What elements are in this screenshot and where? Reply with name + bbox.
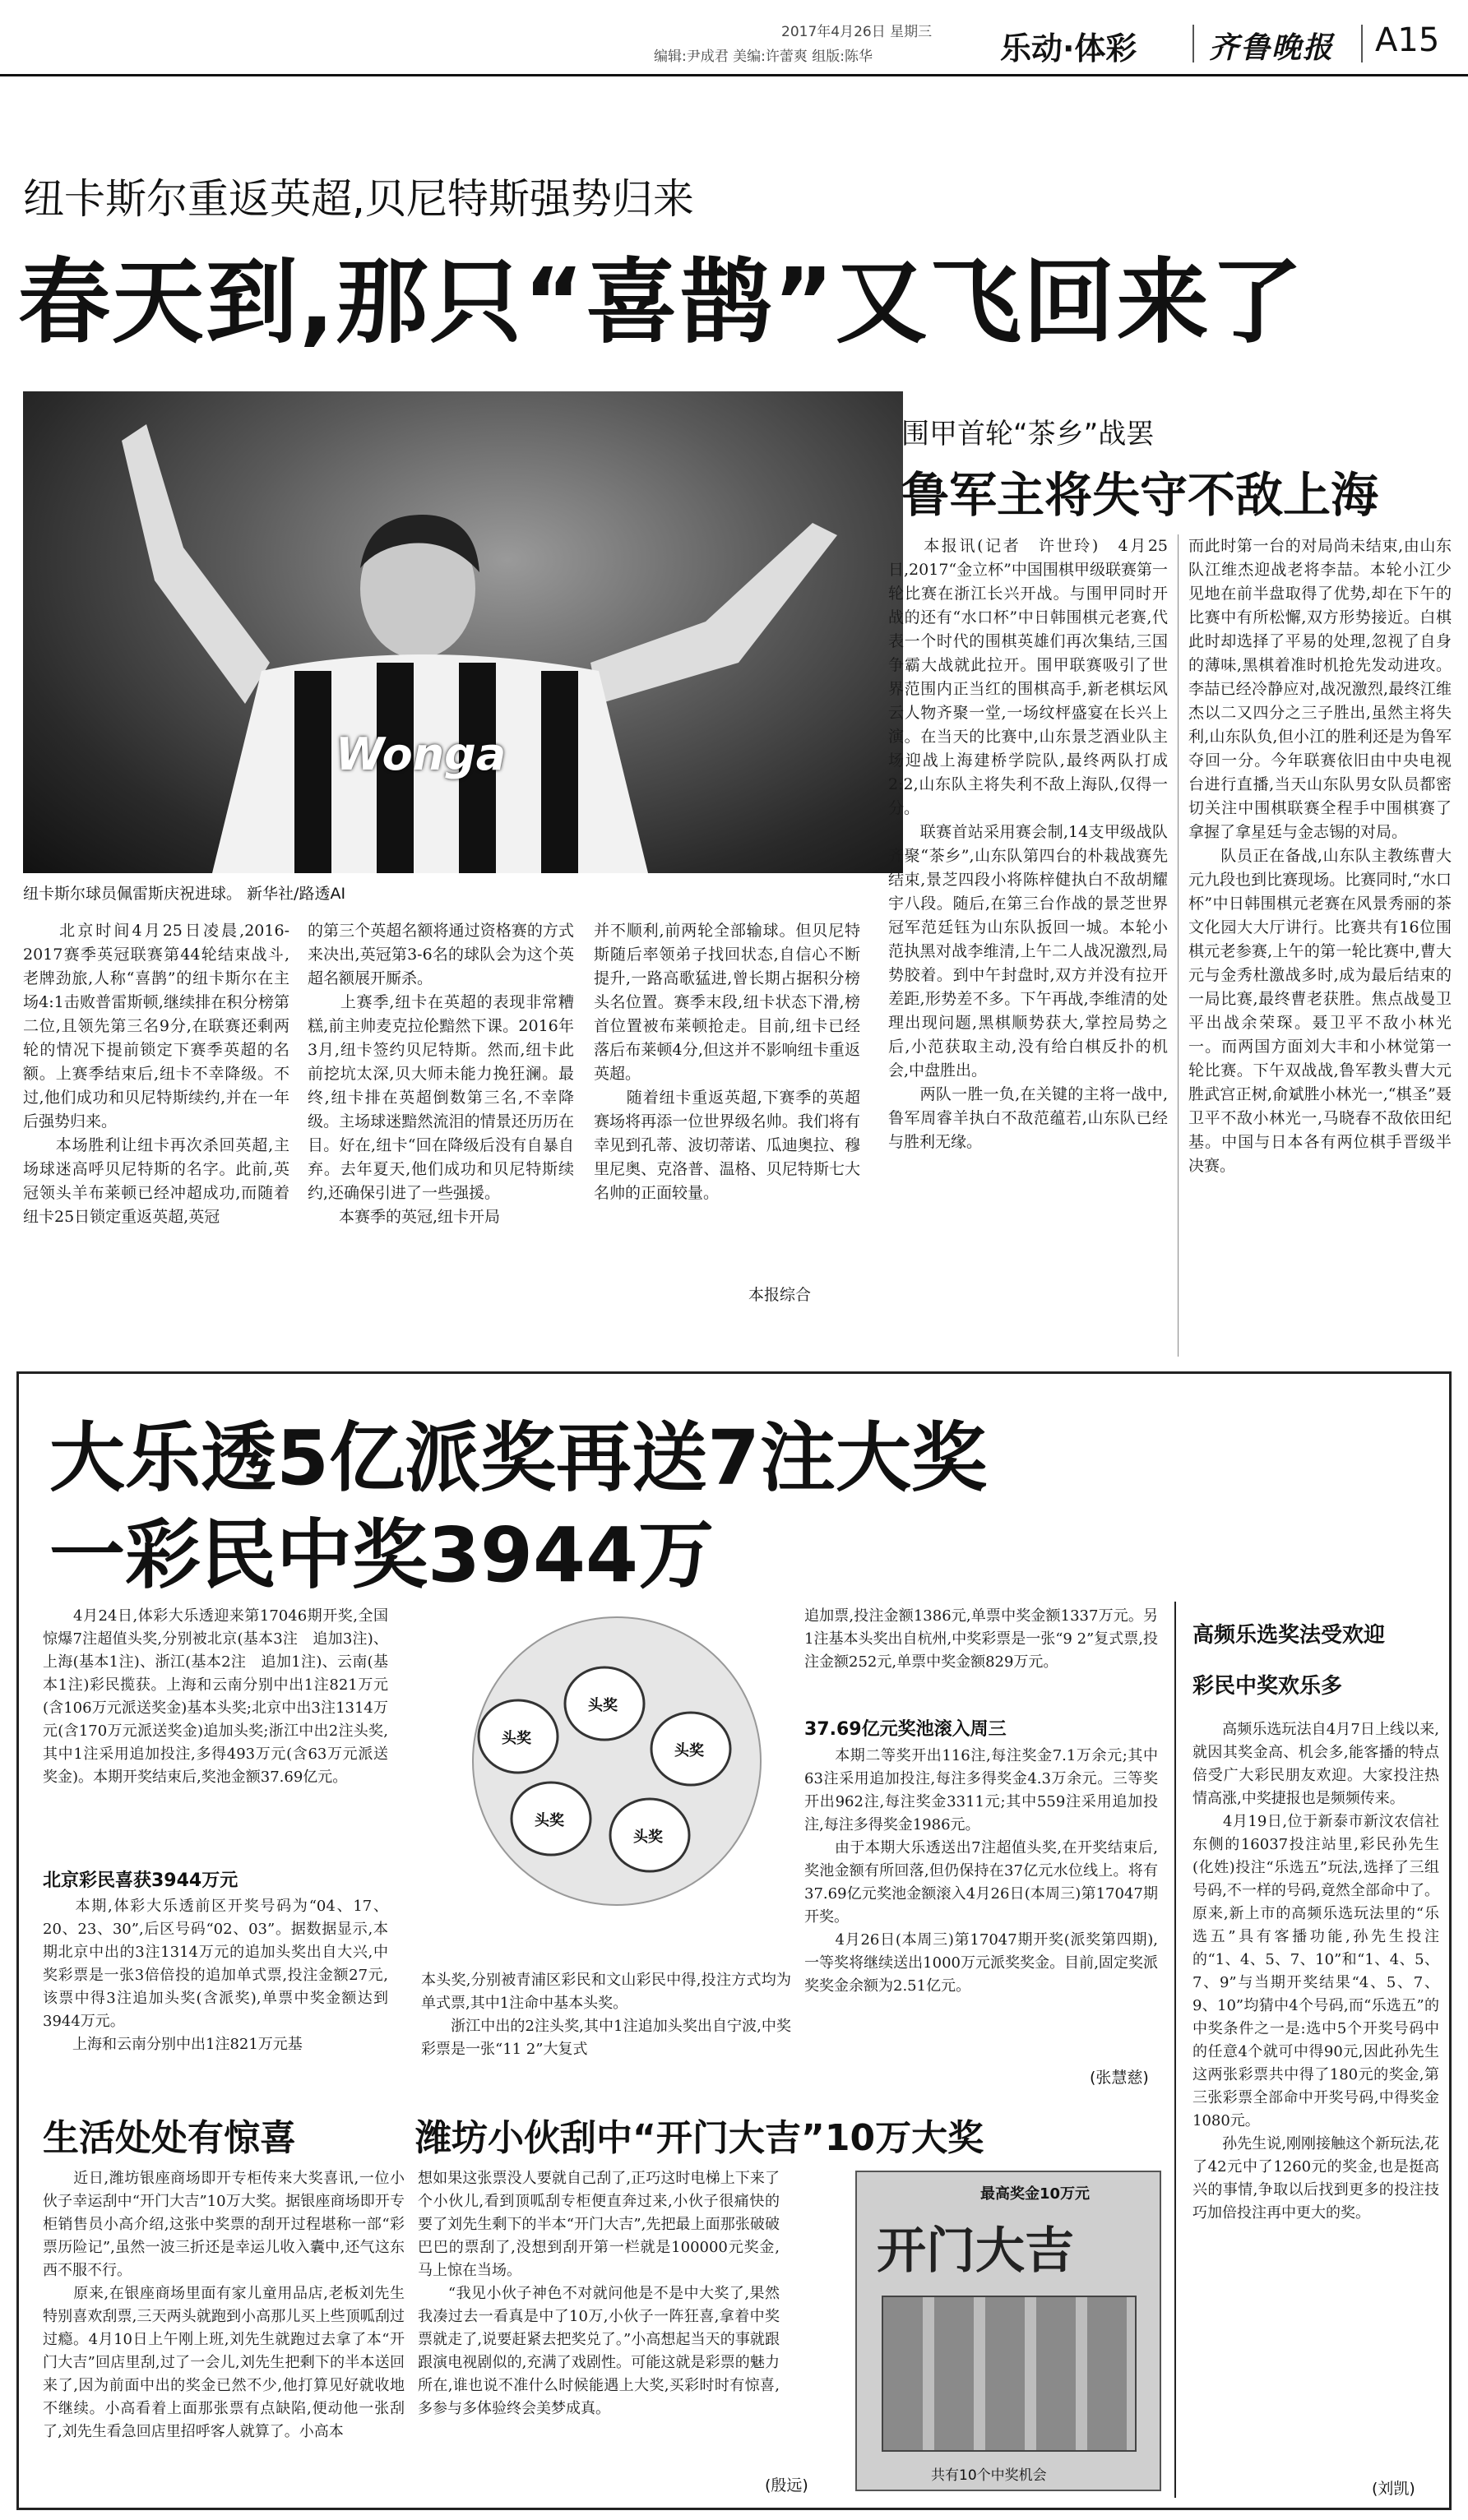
divider bbox=[1192, 25, 1194, 62]
shirt-sponsor: Wonga bbox=[336, 728, 507, 780]
stripe bbox=[294, 671, 331, 873]
lottery-sub1: 北京彩民喜获3944万元 bbox=[43, 1870, 238, 1891]
lottery-byline: (张慧慈) bbox=[1090, 2069, 1149, 2087]
lottery-sub2: 37.69亿元奖池滚入周三 bbox=[804, 1719, 1007, 1740]
sidebar-rule bbox=[1174, 1602, 1176, 2498]
lottery-col3b: 本期二等奖开出116注,每注奖金7.1万余元;其中63注采用追加投注,每注多得奖金4.3万余元。三等奖开出962注,每注奖金3311元;其中559注采用追加投注,每注多得奖金1986元。 由于本期大乐透送出7注超值头奖,在开奖结束后,奖池金额有所回落,但仍保持在37亿元水位线上。将有37.69亿元奖池金额滚入4月26日(本周三)第17047期开奖。 4月26日(本周三)第17047期开奖(派奖第四期),一等奖将继续送出1000万元派奖奖金。目前,固定奖派奖奖金余额为2.51亿元。 bbox=[804, 1747, 1158, 1995]
header-rule bbox=[0, 74, 1468, 76]
divider bbox=[1361, 25, 1363, 62]
money-bags-illustration bbox=[428, 1613, 790, 1926]
lottery-headline-1: 大乐透5亿派奖再送7注大奖 bbox=[49, 1414, 988, 1502]
section-title: 乐动·体彩 bbox=[1000, 30, 1137, 67]
story2-headline: 鲁军主将失守不敌上海 bbox=[901, 467, 1379, 523]
lottery-col3a: 追加票,投注金额1386元,单票中奖金额1337万元。另1注基本头奖出自杭州,中奖彩票是一张“9 2”复式票,投注金额252元,单票中奖金额829万元。 bbox=[804, 1607, 1158, 1671]
scratch-ticket bbox=[855, 2171, 1161, 2491]
date-line: 2017年4月26日 星期三 bbox=[781, 24, 933, 40]
lottery-col1b: 本期,体彩大乐透前区开奖号码为“04、17、20、23、30”,后区号码“02、03”。据数据显示,本期北京中出的3注1314万元的追加头奖出自大兴,中奖彩票是一张3倍倍投的追加单式票,投注金额27元,该票中得3注追加头奖(含派奖),单票中奖金额达到3944万元。 上海和云南分别中出1注821万元基 bbox=[43, 1898, 388, 2053]
bag-label: 头奖 bbox=[535, 1812, 564, 1829]
bag-label: 头奖 bbox=[502, 1730, 531, 1747]
lottery-col2b: 本头奖,分别被青浦区彩民和文山彩民中得,投注方式均为单式票,其中1注命中基本头奖。 浙江中出的2注头奖,其中1注追加头奖出自宁波,中奖彩票是一张“11 2”大复式 bbox=[421, 1972, 791, 2058]
ticket-title: 开门大吉 bbox=[877, 2222, 1074, 2280]
sidebar-byline: (刘凯) bbox=[1372, 2480, 1415, 2498]
story1-headline: 春天到,那只“喜鹊”又飞回来了 bbox=[18, 249, 1304, 356]
story1-col1: 北京时间4月25日凌晨,2016-2017赛季英冠联赛第44轮结束战斗,老牌劲旅,人称“喜鹊”的纽卡斯尔在主场4:1击败普雷斯顿,继续排在积分榜第二位,且领先第三名9分,在联赛还剩两轮的情况下提前锁定下赛季英超的名额。上赛季结束后,纽卡不幸降级。不过,他们成功和贝尼特斯续约,并在一年后强势归来。 本场胜利让纽卡再次杀回英超,主场球迷高呼贝尼特斯的名字。此前,英冠领头羊布莱顿已经冲超成功,而随着纽卡25日锁定重返英超,英冠 bbox=[23, 922, 289, 1226]
story2-col1: 本报讯(记者 许世玲) 4月25日,2017“金立杯”中国围棋甲级联赛第一轮比赛在浙江长兴开战。与围甲同时开战的还有“水口杯”中日韩围棋元老赛,代表一个时代的围棋英雄们再次集结,三国争霸大战就此拉开。围甲联赛吸引了世界范围内正当红的围棋高手,新老棋坛风云人物齐聚一堂,一场纹枰盛宴在长兴上演。在当天的比赛中,山东景芝酒业队主场迎战上海建桥学院队,最终两队打成2:2,山东队主将失利不敌上海队,仅得一分。 联赛首站采用赛会制,14支甲级战队齐聚“茶乡”,山东队第四台的朴栽战赛先结束,景芝四段小将陈梓健执白不敌胡耀宇八段。随后,在第三台作战的景芝世界冠军范廷钰为山东队扳回一城。本轮小范执黑对战李维清,上午二人战况激烈,局势胶着。到中午封盘时,双方并没有拉开差距,形势差不多。下午再战,李维清的处理出现问题,黑棋顺势获大,掌控局势之后,小范获取主动,没有给白棋反扑的机会,中盘胜出。 两队一胜一负,在关键的主将一战中,鲁军周睿羊执白不敌范蕴若,山东队已经与胜利无缘。 bbox=[888, 537, 1168, 1151]
scratch-col2: 想如果这张票没人要就自己刮了,正巧这时电梯上下来了个小伙儿,看到顶呱刮专柜便直奔过来,小伙子很痛快的要了刘先生剩下的半本“开门大吉”,先把最上面那张破破巴巴的票刮了,没想到刮开第一栏就是100000元奖金,马上惊在当场。 “我见小伙子神色不对就问他是不是中大奖了,果然我凑过去一看真是中了10万,小伙子一阵狂喜,拿着中奖票就走了,说要赶紧去把奖兑了。”小高想起当天的事就跟跟演电视剧似的,充满了戏剧性。可能这就是彩票的魅力所在,谁也说不准什么时候能遇上大奖,买彩时时有惊喜,多参与多体验终会美梦成真。 bbox=[418, 2170, 780, 2417]
lottery-col1a: 4月24日,体彩大乐透迎来第17046期开奖,全国惊爆7注超值头奖,分别被北京(基本3注 追加3注)、上海(基本1注)、浙江(基本2注 追加1注)、云南(基本1注)彩民揽获。上海和云南分别中出1注821万元(含106万元派送奖金)基本头奖;北京中出3注1314万元(含170万元派送奖金)追加头奖;浙江中出2注头奖,其中1注采用追加投注,多得493万元(含63万元派送奖金)。本期开奖结束后,奖池金额37.69亿元。 bbox=[43, 1607, 388, 1786]
story2-col2: 而此时第一台的对局尚未结束,由山东队江维杰迎战老将李喆。本轮小江少见地在前半盘取得了优势,却在下午的比赛中有所松懈,双方形势接近。白棋此时却选择了平易的处理,忽视了自身的薄味,黑棋着准时机抢先发动进攻。李喆已经冷静应对,战况激烈,最终江维杰以二又四分之三子胜出,虽然主将失利,山东队负,但小江的胜利还是为鲁军夺回一分。今年联赛依旧由中央电视台进行直播,当天山东队男女队员都密切关注中围棋联赛全程手中围棋赛了拿握了拿星廷与金志锡的对局。 队员正在备战,山东队主教练曹大元九段也到比赛现场。比赛同时,“水口杯”中日韩围棋元老赛在风景秀丽的茶文化园大大厅讲行。比赛共有16位围棋元老参赛,上午的第一轮比赛中,曹大元与金秀杜激战多时,成为最后结束的一局比赛,最终曹老获胜。焦点战曼卫平出战余荣琛。聂卫平不敌小林光一。而两国方面刘大丰和小林觉第一轮比赛。下午双战战,鲁军教头曹大元胜武宫正树,俞斌胜小林光一,“棋圣”聂卫平不敌小林光一,马晓春不敌依田纪基。中国与日本各有两位棋手晋级半决赛。 bbox=[1188, 537, 1452, 1175]
sidebar-body: 高频乐选玩法自4月7日上线以来,就因其奖金高、机会多,能客播的特点倍受广大彩民朋友欢迎。大家投注热情高涨,中奖捷报也是频频传来。 4月19日,位于新泰市新汶农信社东侧的16037投注站里,彩民孙先生(化姓)投注“乐选五”玩法,选择了三组号码,不一样的号码,竟然全部命中了。原来,新上市的高频乐选玩法里的“乐选五”具有客播功能,孙先生投注的“1、4、5、7、10”和“1、4、5、7、9”与当期开奖结果“4、5、7、9、10”均猜中4个号码,而“乐选五”的中奖条件之一是:选中5个开奖号码中的任意4个就可中得90元,因此孙先生这两张彩票共中得了180元的奖金,第三张彩票全部命中开奖号码,中得奖金1080元。 孙先生说,刚刚接触这个新玩法,花了42元中了1260元的奖金,也是挺高兴的事情,争取以后找到更多的投注技巧加倍投注再中更大的奖。 bbox=[1192, 1721, 1439, 2222]
right-arm bbox=[590, 523, 837, 704]
scratch-col1: 近日,潍坊银座商场即开专柜传来大奖喜讯,一位小伙子幸运刮中“开门大吉”10万大奖。据银座商场即开专柜销售员小高介绍,这张中奖票的刮开过程堪称一部“彩票历险记”,虽然一波三折还是幸运儿收入囊中,还气这东西不服不行。 原来,在银座商场里面有家儿童用品店,老板刘先生特别喜欢刮票,三天两头就跑到小高那儿买上些顶呱刮过过瘾。4月10日上午刚上班,刘先生就跑过去拿了本“开门大吉”回店里刮,过了一会儿,刘先生把剩下的半本送回来了,因为前面中出的奖金已然不少,他打算见好就收地不继续。小高看着上面那张票有点缺陷,便动他一张刮了,刘先生看急回店里招呼客人就算了。小高本 bbox=[43, 2170, 405, 2440]
stripe bbox=[541, 671, 578, 873]
bag-label: 头奖 bbox=[588, 1697, 618, 1714]
bag-label: 头奖 bbox=[674, 1742, 704, 1759]
left-arm bbox=[122, 424, 270, 704]
story1-byline: 本报综合 bbox=[748, 1286, 812, 1304]
lottery-headline-2: 一彩民中奖3944万 bbox=[49, 1511, 715, 1599]
story1-photo bbox=[23, 391, 903, 873]
photo-caption: 纽卡斯尔球员佩雷斯庆祝进球。 新华社/路透AI bbox=[23, 885, 346, 903]
sidebar-title-1: 高频乐选奖法受欢迎 bbox=[1192, 1623, 1386, 1648]
scratch-byline: (殷远) bbox=[765, 2476, 808, 2495]
story1-col2: 的第三个英超名额将通过资格赛的方式来决出,英冠第3-6名的球队会为这个英超名额展开厮杀。 上赛季,纽卡在英超的表现非常糟糕,前主帅麦克拉伦黯然下课。2016年3月,纽卡签约贝尼特斯。然而,纽卡此前挖坑太深,贝大师未能力挽狂澜。最终,纽卡排在英超倒数第三名,不幸降级。主场球迷黯然流泪的情景还历历在目。好在,纽卡“回在降级后没有自暴自弃。去年夏天,他们成功和贝尼特斯续约,还确保引进了一些强援。 本赛季的英冠,纽卡开局 bbox=[308, 922, 574, 1226]
bag-label: 头奖 bbox=[633, 1829, 663, 1846]
masthead bbox=[0, 0, 1468, 76]
column-rule bbox=[1178, 534, 1179, 1357]
story1-kicker: 纽卡斯尔重返英超,贝尼特斯强势归来 bbox=[23, 175, 694, 223]
ticket-top-label: 最高奖金10万元 bbox=[980, 2185, 1091, 2203]
story2-kicker: 围甲首轮“茶乡”战罢 bbox=[901, 418, 1155, 451]
page-number: A15 bbox=[1375, 21, 1440, 59]
scratch-area bbox=[882, 2296, 1137, 2452]
scratch-headline-left: 生活处处有惊喜 bbox=[43, 2117, 296, 2159]
editors-line: 编辑:尹成君 美编:许蕾爽 组版:陈华 bbox=[654, 49, 873, 65]
paper-logo: 齐鲁晚报 bbox=[1209, 30, 1335, 65]
scratch-headline-right: 潍坊小伙刮中“开门大吉”10万大奖 bbox=[415, 2117, 984, 2159]
story1-col3: 并不顺利,前两轮全部输球。但贝尼特斯随后率领弟子找回状态,自信心不断提升,一路高歌猛进,曾长期占据积分榜头名位置。赛季末段,纽卡状态下滑,榜首位置被布莱顿抢走。目前,纽卡已经落后布莱顿4分,但这并不影响纽卡重返英超。 随着纽卡重返英超,下赛季的英超赛场将再添一位世界级名帅。我们将有幸见到孔蒂、波切蒂诺、瓜迪奥拉、穆里尼奥、克洛普、温格、贝尼特斯七大名帅的正面较量。 bbox=[594, 922, 860, 1202]
player-silhouette bbox=[23, 391, 903, 873]
sidebar-title-2: 彩民中奖欢乐多 bbox=[1192, 1674, 1343, 1699]
ticket-bottom: 共有10个中奖机会 bbox=[931, 2467, 1047, 2484]
